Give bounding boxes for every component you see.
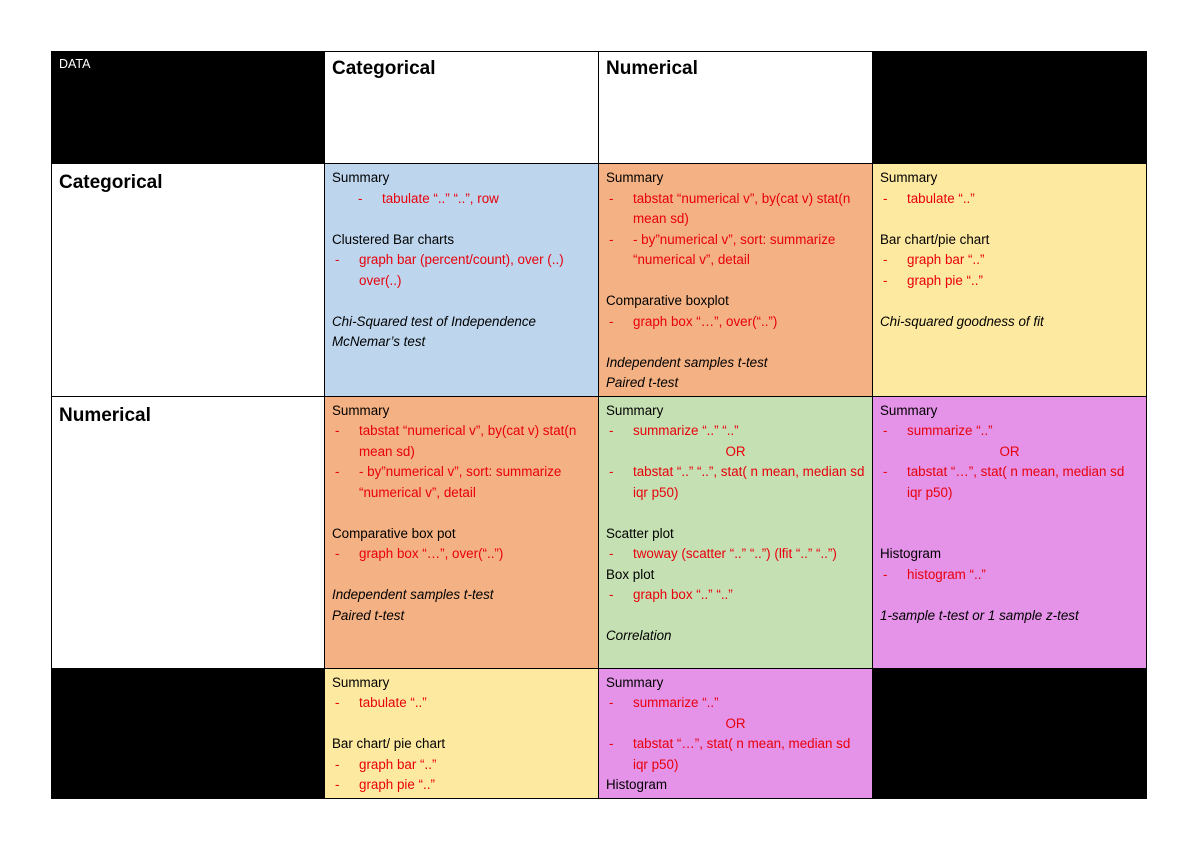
row-categorical bbox=[52, 164, 1147, 397]
bullet-dash: - bbox=[609, 423, 614, 438]
command-item: - graph box “…”, over(“..”) bbox=[606, 312, 865, 333]
bullet-dash: - bbox=[883, 464, 888, 479]
bullet-dash: - bbox=[609, 736, 614, 751]
cell-num-cat bbox=[325, 396, 599, 668]
bullet-dash: - bbox=[609, 231, 614, 247]
row3-blank-cell bbox=[52, 668, 325, 798]
bullet-dash: - bbox=[883, 252, 888, 267]
header-blank-cell bbox=[873, 52, 1147, 164]
cell-cat-num bbox=[599, 164, 873, 397]
command-item: - tabstat “..” “..”, stat( n mean, median sd iqr p50) bbox=[606, 462, 865, 503]
bullet-dash: - bbox=[609, 695, 614, 710]
corner-label: DATA bbox=[59, 57, 91, 71]
command-item: - tabulate “..” bbox=[332, 693, 591, 714]
chart-heading: Clustered Bar charts bbox=[332, 231, 455, 247]
command-item: - histogram “..” bbox=[880, 565, 1139, 586]
or-label: OR bbox=[999, 443, 1020, 459]
bullet-dash: - bbox=[335, 546, 340, 561]
cell-cat-single bbox=[873, 164, 1147, 397]
summary-heading: Summary bbox=[332, 674, 390, 690]
bullet-dash: - bbox=[609, 464, 614, 479]
command-item: - tabulate “..” bbox=[880, 189, 1139, 210]
bullet-dash: - bbox=[883, 190, 888, 206]
data-type-table bbox=[51, 51, 1147, 799]
chart-heading: Comparative box pot bbox=[332, 525, 456, 541]
test-name: Chi-Squared test of Independence bbox=[332, 313, 536, 329]
header-numerical: Numerical bbox=[606, 58, 698, 79]
bullet-dash: - bbox=[335, 464, 340, 479]
command-item: - graph bar (percent/count), over (..) over(..) bbox=[332, 250, 591, 291]
chart-heading: Box plot bbox=[606, 566, 655, 582]
header-categorical-cell bbox=[325, 52, 599, 164]
cell-num-single bbox=[873, 396, 1147, 668]
chart-heading: Comparative boxplot bbox=[606, 293, 729, 308]
command-item: - tabstat “numerical v”, by(cat v) stat(n mean sd) bbox=[606, 189, 865, 230]
chart-heading: Histogram bbox=[606, 777, 668, 792]
cell-num-num bbox=[599, 396, 873, 668]
corner-cell bbox=[52, 52, 325, 164]
command-item: - twoway (scatter “..” “..”) (lfit “..” “..”) bbox=[606, 544, 865, 565]
bullet-dash: - bbox=[883, 423, 888, 438]
cell-cat-cat bbox=[325, 164, 599, 397]
command-item: - - by”numerical v”, sort: summarize “numerical v”, detail bbox=[332, 462, 591, 503]
chart-heading: Histogram bbox=[880, 546, 942, 561]
summary-heading: Summary bbox=[880, 402, 938, 418]
summary-heading: Summary bbox=[332, 170, 390, 185]
test-name: McNemar’s test bbox=[332, 334, 426, 349]
cell-single-num bbox=[599, 668, 873, 798]
or-label: OR bbox=[725, 715, 746, 731]
bullet-dash: - bbox=[335, 756, 340, 772]
summary-heading: Summary bbox=[606, 402, 664, 418]
or-label: OR bbox=[725, 443, 746, 459]
test-name: Chi-squared goodness of fit bbox=[880, 313, 1044, 329]
cell-single-cat bbox=[325, 668, 599, 798]
bullet-dash: - bbox=[883, 272, 888, 288]
test-name: Independent samples t-test bbox=[332, 587, 494, 602]
row-label-numerical-cell bbox=[52, 396, 325, 668]
bullet-dash: - bbox=[883, 566, 888, 582]
command-item: - graph bar “..” bbox=[880, 250, 1139, 271]
summary-heading: Summary bbox=[880, 170, 938, 185]
command-item: - tabstat “…”, stat( n mean, median sd iqr p50) bbox=[606, 734, 865, 775]
command-item: - graph bar “..” bbox=[332, 755, 591, 776]
bullet-dash: - bbox=[335, 252, 340, 267]
row-label-numerical: Numerical bbox=[59, 404, 151, 426]
summary-heading: Summary bbox=[606, 674, 664, 690]
test-name: Correlation bbox=[606, 628, 672, 643]
row-label-categorical: Categorical bbox=[59, 172, 163, 193]
header-numerical-cell bbox=[599, 52, 873, 164]
bullet-dash: - bbox=[609, 546, 614, 561]
command-item: - summarize “..” “..” bbox=[606, 421, 865, 442]
bullet-dash: - bbox=[335, 777, 340, 792]
chart-heading: Bar chart/ pie chart bbox=[332, 736, 446, 751]
bullet-dash: - bbox=[609, 587, 614, 602]
bullet-dash: - bbox=[609, 190, 614, 206]
chart-heading: Scatter plot bbox=[606, 525, 674, 541]
command-item: - graph pie “..” bbox=[332, 775, 591, 796]
test-name: Paired t-test bbox=[606, 375, 679, 390]
summary-heading: Summary bbox=[606, 170, 664, 185]
row-label-categorical-cell bbox=[52, 164, 325, 397]
bullet-dash: - bbox=[335, 423, 340, 438]
test-name: Independent samples t-test bbox=[606, 354, 768, 370]
command-item: - summarize “..” bbox=[606, 693, 865, 714]
bullet-dash: - bbox=[335, 695, 340, 710]
command-item: - - by”numerical v”, sort: summarize “numerical v”, detail bbox=[606, 230, 865, 271]
command-item: - graph box “..” “..” bbox=[606, 585, 865, 606]
command-item: - tabstat “numerical v”, by(cat v) stat(n mean sd) bbox=[332, 421, 591, 462]
row3-blank-cell-right bbox=[873, 668, 1147, 798]
command-item: - graph box “…”, over(“..”) bbox=[332, 544, 591, 565]
row-single bbox=[52, 668, 1147, 798]
summary-heading: Summary bbox=[332, 402, 390, 418]
header-row bbox=[52, 52, 1147, 164]
chart-heading: Bar chart/pie chart bbox=[880, 231, 990, 247]
bullet-dash: - bbox=[358, 190, 363, 206]
test-name: Paired t-test bbox=[332, 607, 405, 623]
command-item: - summarize “..” bbox=[880, 421, 1139, 442]
bullet-dash: - bbox=[609, 313, 614, 329]
test-name: 1-sample t-test or 1 sample z-test bbox=[880, 607, 1079, 623]
command-item: - tabstat “…”, stat( n mean, median sd iqr p50) bbox=[880, 462, 1139, 503]
header-categorical: Categorical bbox=[332, 58, 436, 79]
command-item: - tabulate “..” “..”, row bbox=[332, 189, 591, 210]
command-item: - graph pie “..” bbox=[880, 271, 1139, 292]
row-numerical bbox=[52, 396, 1147, 668]
